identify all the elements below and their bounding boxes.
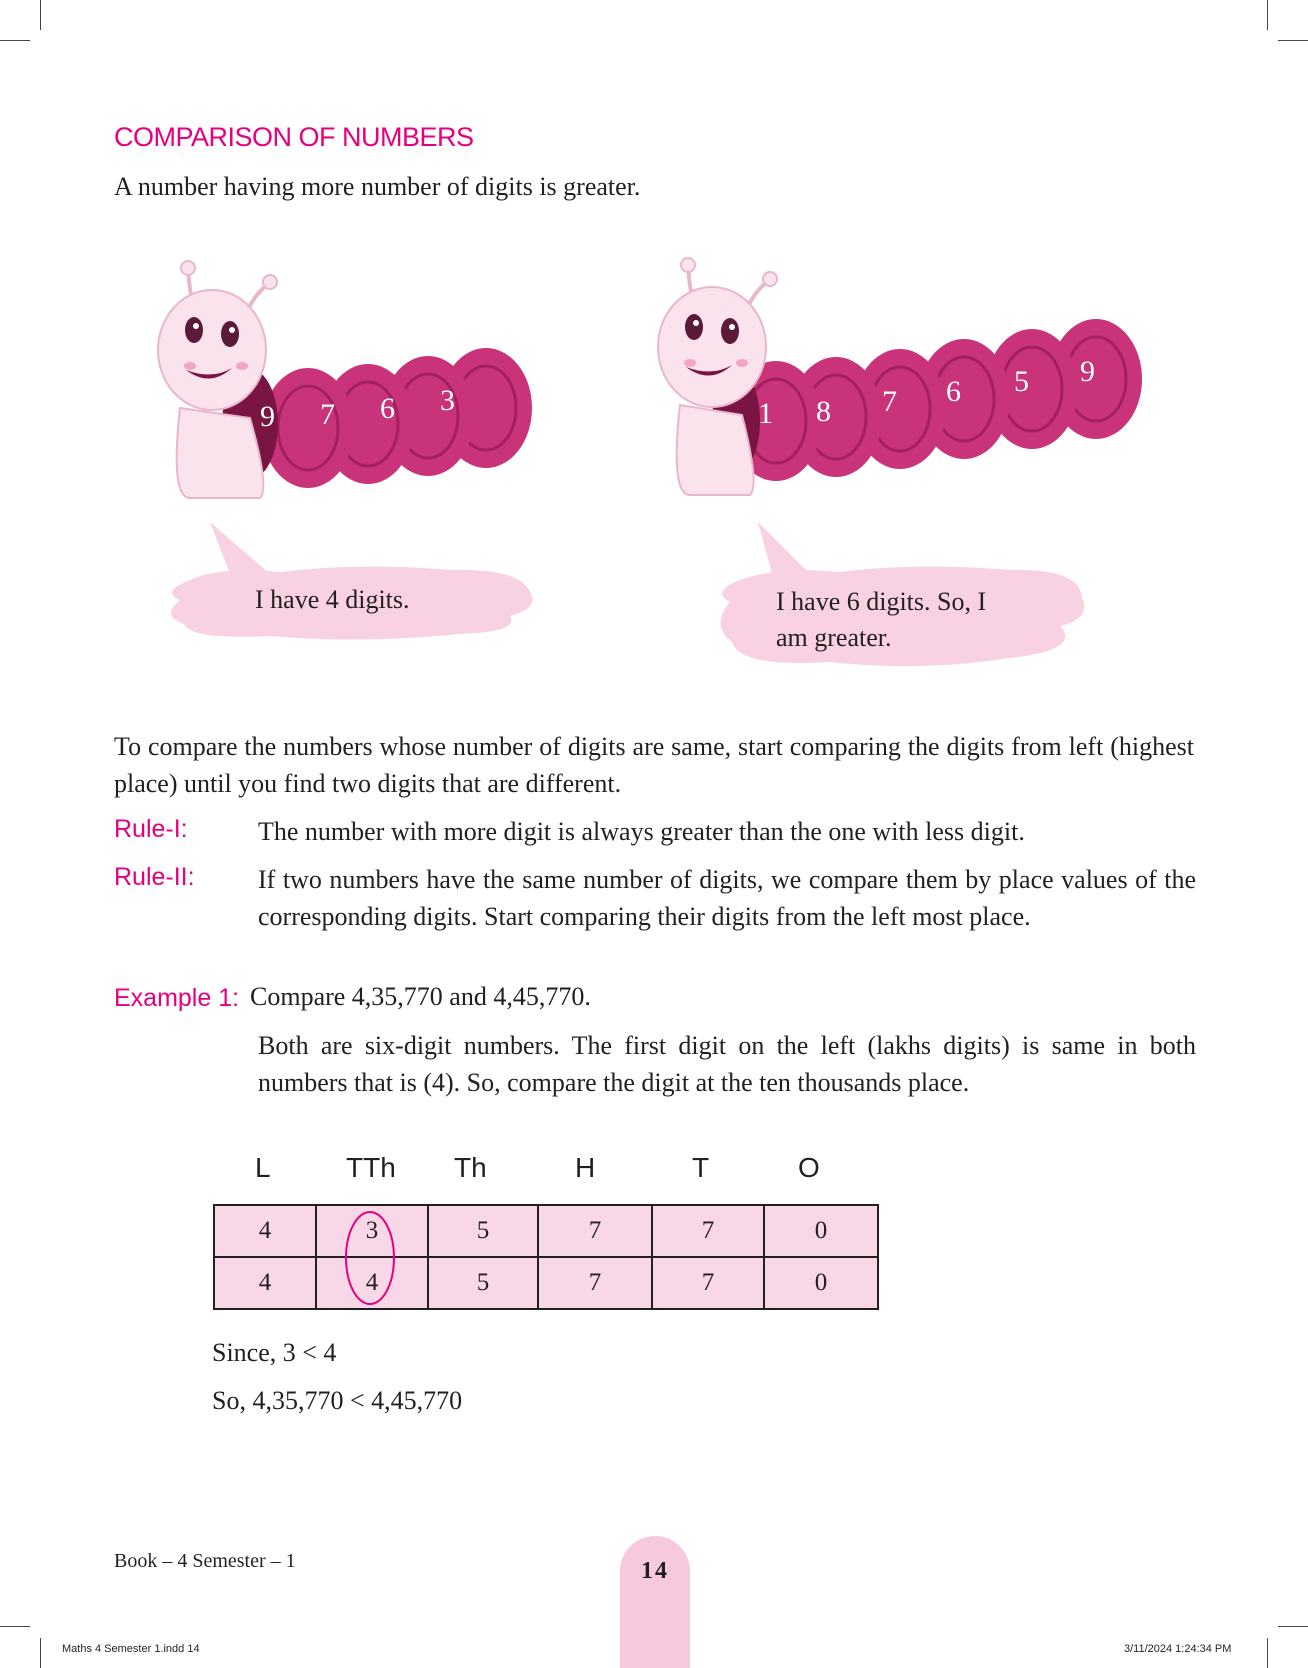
caterpillar-illustration [150, 258, 520, 508]
place-header: L [255, 1152, 271, 1183]
table-cell: 5 [428, 1205, 538, 1257]
segment-digit: 6 [380, 392, 395, 425]
page-number: 14 [641, 1558, 669, 1584]
rule-label: Rule-II: [114, 863, 195, 891]
segment-digit: 9 [260, 400, 275, 433]
place-value-table [213, 1204, 879, 1310]
segment-digit: 1 [758, 397, 773, 430]
table-row [214, 1205, 878, 1257]
highlight-circle [340, 1208, 400, 1308]
crop-mark [1267, 0, 1268, 30]
crop-mark [40, 0, 41, 30]
conclusion-text: So, 4,35,770 < 4,45,770 [212, 1386, 463, 1415]
rule-text: The number with more digit is always greater than the one with less digit. [258, 817, 1025, 846]
caterpillar-right [650, 255, 1150, 510]
print-slug-file: Maths 4 Semester 1.indd 14 [62, 1643, 200, 1655]
segment-digit: 5 [1014, 365, 1029, 398]
place-header: H [575, 1152, 596, 1183]
table-cell: 4 [316, 1257, 428, 1309]
caterpillar-illustration [650, 255, 1150, 505]
table-row [214, 1257, 878, 1309]
print-slug-date: 3/11/2024 1:24:34 PM [1124, 1643, 1232, 1655]
speech-line: I have 6 digits. So, I [776, 587, 987, 616]
table-cell: 3 [316, 1205, 428, 1257]
example-explanation: Both are six-digit numbers. The first digit on the left (lakhs digits) is same in both numbers that is (4). So, compare the digit at the ten thousands place. [258, 1031, 1196, 1097]
place-header: T [692, 1152, 710, 1183]
table-cell: 0 [764, 1205, 878, 1257]
since-text: Since, 3 < 4 [212, 1338, 337, 1367]
place-header: TTh [346, 1152, 396, 1183]
speech-bubble-left [160, 522, 540, 657]
speech-text [776, 584, 986, 656]
table-cell: 0 [764, 1257, 878, 1309]
segment-digit: 6 [946, 375, 961, 408]
speech-line: am greater. [776, 623, 892, 652]
segment-digit: 7 [882, 385, 897, 418]
table-cell: 4 [214, 1257, 316, 1309]
segment-digit: 3 [440, 384, 455, 417]
segment-digit: 8 [816, 395, 831, 428]
caterpillar-left [150, 258, 520, 513]
crop-mark [1278, 40, 1308, 41]
crop-mark [1267, 1638, 1268, 1668]
crop-mark [0, 1626, 30, 1627]
section-heading: COMPARISON OF NUMBERS [114, 122, 474, 152]
footer-book-label: Book – 4 Semester – 1 [114, 1550, 296, 1572]
speech-bubble-right [710, 522, 1090, 687]
rule-text: If two numbers have the same number of digits, we compare them by place values of the corresponding digits. Start comparing their digits from the left most place. [258, 865, 1196, 931]
table-cell: 7 [538, 1257, 652, 1309]
table-cell: 4 [214, 1205, 316, 1257]
table-cell: 7 [538, 1205, 652, 1257]
example-label: Example 1: [114, 984, 240, 1012]
table-cell: 7 [652, 1257, 764, 1309]
crop-mark [1278, 1626, 1308, 1627]
speech-text: I have 4 digits. [255, 585, 410, 614]
crop-mark [40, 1638, 41, 1668]
compare-intro: To compare the numbers whose number of digits are same, start comparing the digits from left (highest place) until you find two digits that are different. [114, 732, 1194, 798]
intro-text: A number having more number of digits is greater. [114, 172, 641, 201]
place-header: Th [454, 1152, 487, 1183]
segment-digit: 7 [320, 398, 335, 431]
table-cell: 5 [428, 1257, 538, 1309]
page-tab [620, 1536, 690, 1668]
crop-mark [0, 40, 30, 41]
example-text: Compare 4,35,770 and 4,45,770. [250, 982, 591, 1011]
table-cell: 7 [652, 1205, 764, 1257]
place-header: O [798, 1152, 820, 1183]
rule-label: Rule-I: [114, 815, 188, 843]
segment-digit: 9 [1080, 355, 1095, 388]
